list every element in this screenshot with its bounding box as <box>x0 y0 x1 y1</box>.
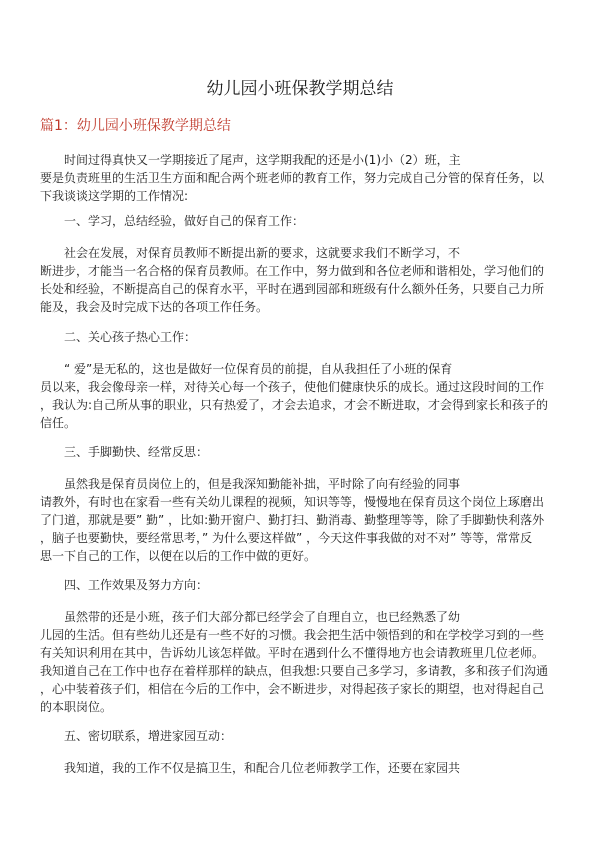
paragraph-line: ，脑子也要勤快，要经常思考，” 为什么要这样做” ，今天这件事我做的对不对” 等等，常常反 <box>40 531 533 545</box>
paragraph-line: 我知道自己在工作中也存在着样那样的缺点，但我想:只要自己多学习，多请教，多和孩子们沟通 <box>40 664 549 678</box>
section-heading: 四、工作效果及努力方向： <box>64 578 209 592</box>
paragraph-line: 断进步，才能当一名合格的保育员教师。在工作中，努力做到和各位老师和谐相处，学习他们的 <box>40 264 545 278</box>
paragraph-line: 我知道，我的工作不仅是搞卫生，和配合几位老师教学工作，还要在家园共 <box>64 761 461 775</box>
paragraph-line: 的本职岗位。 <box>40 700 113 714</box>
paragraph-line: 了门道，那就是要” 勤” ，比如:勤开窗户、勤打扫、勤消毒、勤整理等等，除了手脚勤快利落外 <box>40 513 545 527</box>
paragraph-line: ，心中装着孩子们，相信在今后的工作中，会不断进步，对得起孩子家长的期望，也对得起自己 <box>40 682 545 696</box>
section-heading: 三、手脚勤快、经常反思： <box>64 445 209 459</box>
paragraph-line: 能及，我会及时完成下达的各项工作任务。 <box>40 300 269 314</box>
paragraph-line: 下我谈谈这学期的工作情况: <box>40 189 189 203</box>
document-title: 幼儿园小班保教学期总结 <box>206 79 394 99</box>
paragraph-line: 社会在发展，对保育员教师不断提出新的要求，这就要求我们不断学习，不 <box>64 246 461 260</box>
section-title: 篇1：幼儿园小班保教学期总结 <box>40 118 231 134</box>
paragraph-line: 儿园的生活。但有些幼儿还是有一些不好的习惯。我会把生活中领悟到的和在学校学习到的一些 <box>40 628 545 642</box>
paragraph-line: 信任。 <box>40 416 77 430</box>
section-heading: 一、学习，总结经验，做好自己的保育工作： <box>64 214 305 228</box>
paragraph-line: 要是负责班里的生活卫生方面和配合两个班老师的教育工作，努力完成自己分管的保育任务，以 <box>40 171 545 185</box>
paragraph-line: 思一下自己的工作，以便在以后的工作中做的更好。 <box>40 549 317 563</box>
section-heading: 五、密切联系，增进家园互动： <box>64 729 233 743</box>
section-heading: 二、关心孩子热心工作： <box>64 330 197 344</box>
paragraph-line: 时间过得真快又一学期接近了尾声，这学期我配的还是小(1)小（2）班，主 <box>64 153 461 167</box>
paragraph-line: 虽然带的还是小班，孩子们大部分都已经学会了自理自立，也已经熟悉了幼 <box>64 610 461 624</box>
paragraph-line: 虽然我是保育员岗位上的，但是我深知勤能补拙，平时除了向有经验的同事 <box>64 477 461 491</box>
paragraph-line: 请教外，有时也在家看一些有关幼儿课程的视频，知识等等，慢慢地在保育员这个岗位上琢磨出 <box>40 495 545 509</box>
paragraph-line: “ 爱”是无私的，这也是做好一位保育员的前提，自从我担任了小班的保育 <box>64 362 453 376</box>
paragraph-line: 长处和经验，不断提高自己的保育水平，平时在遇到园部和班级有什么额外任务，只要自己力所 <box>40 282 545 296</box>
paragraph-line: 员以来，我会像母亲一样，对待关心每一个孩子，使他们健康快乐的成长。通过这段时间的工作 <box>40 380 545 394</box>
paragraph-line: ，我认为:自己所从事的职业，只有热爱了，才会去追求，才会不断进取，才会得到家长和孩子的 <box>40 398 549 412</box>
paragraph-line: 有关知识利用在其中，告诉幼儿该怎样做。平时在遇到什么不懂得地方也会请教班里几位老师。 <box>40 646 545 660</box>
